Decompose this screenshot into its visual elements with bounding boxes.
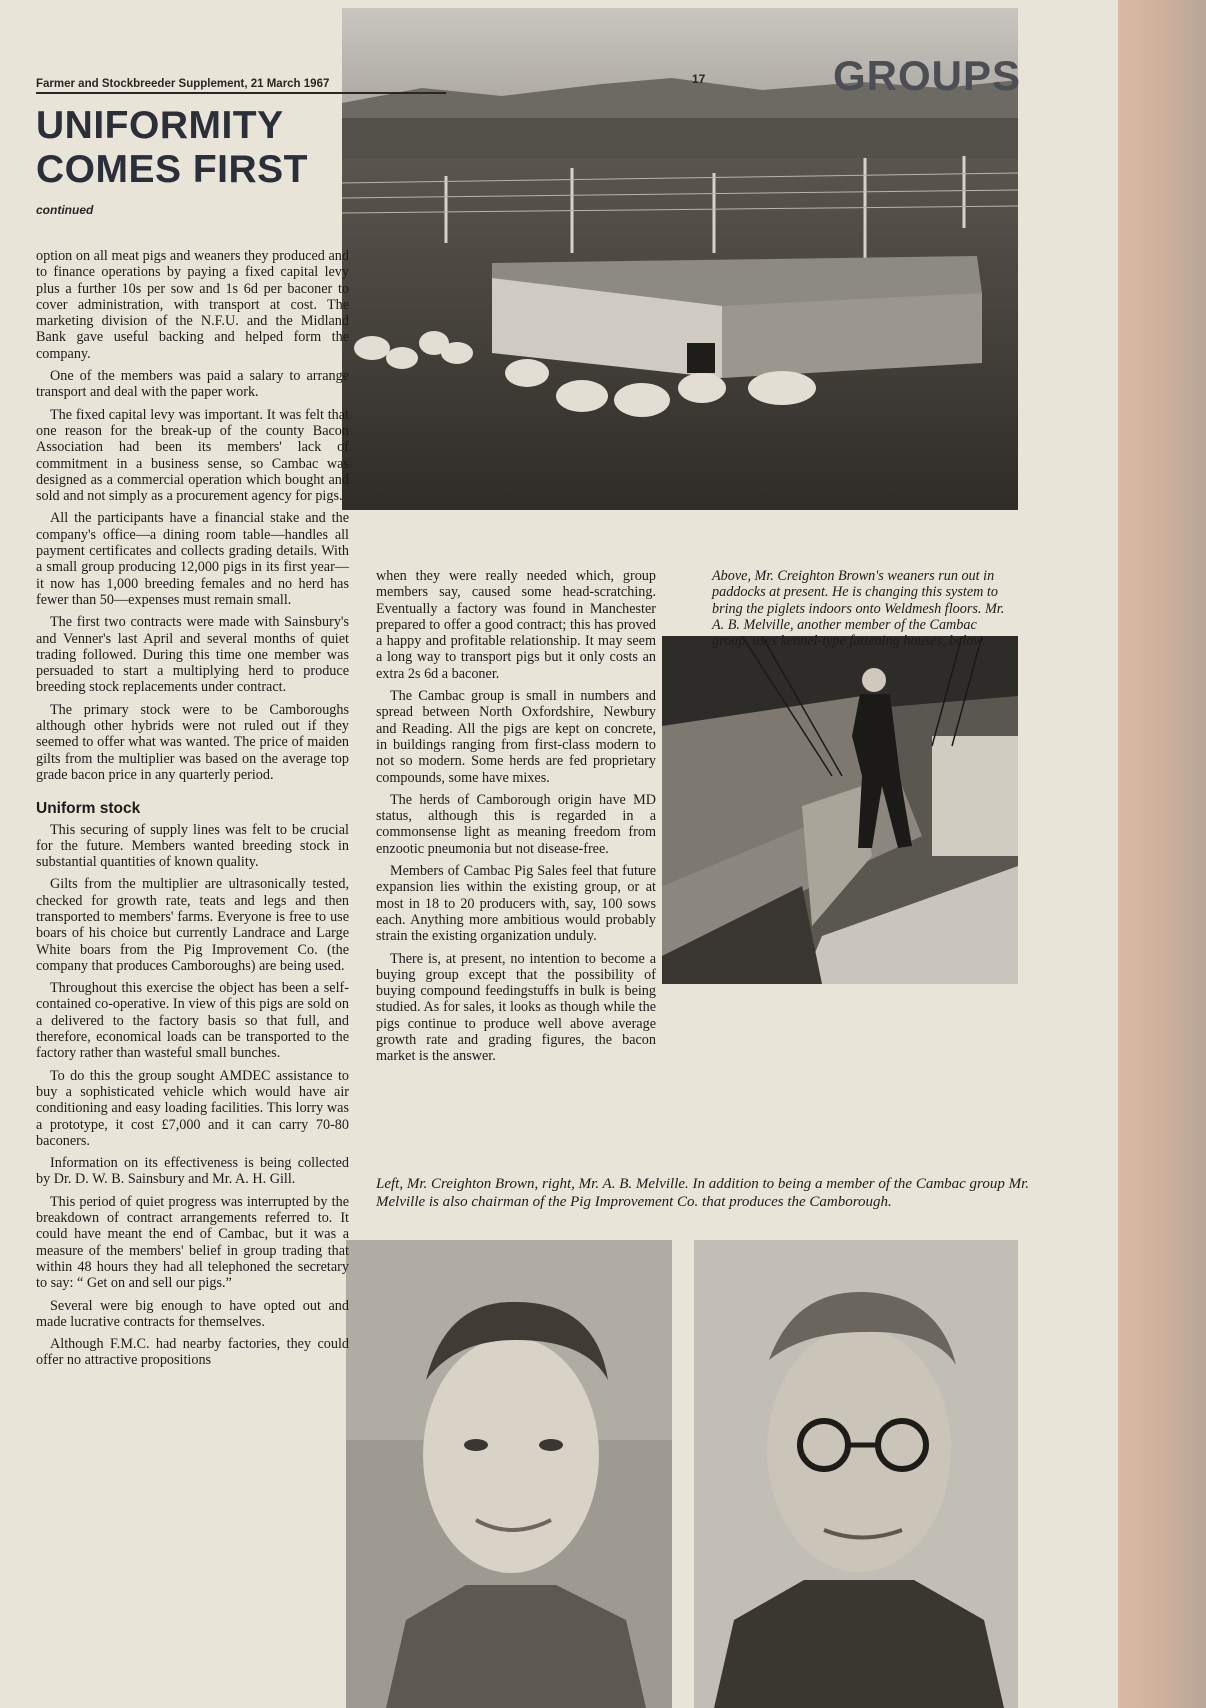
photo-caption-bottom: Left, Mr. Creighton Brown, right, Mr. A. B. Melville. In addition to being a member of the Cambac group Mr. Melville is also chairman of the Pig Improvement Co. that produces the Camborough. <box>376 1176 1030 1210</box>
paragraph: The Cambac group is small in numbers and spread between North Oxfordshire, Newbury and Reading. All the pigs are kept on concrete, in buildings ranging from first-class modern to not so modern. Some herds are fed proprietary compounds, some have mixes. <box>376 688 656 786</box>
paragraph: Information on its effectiveness is being collected by Dr. D. W. B. Sainsbury and Mr. A. H. Gill. <box>36 1155 349 1188</box>
paragraph: The fixed capital levy was important. It was felt that one reason for the break-up of the county Bacon Association had been its members' lack of commitment in a business sense, so Cambac was designed as a commercial operation which bought and sold and not simply as a procurement agency for pigs. <box>36 406 349 505</box>
paragraph: Gilts from the multiplier are ultrasonically tested, checked for growth rate, teats and legs and then transported to members' farms. Everyone is free to use boars of his choice but currently Landrace and Large White boars from the Pig Improvement Co. (the company that produces Camboroughs) are being used. <box>36 876 349 974</box>
paragraph: To do this the group sought AMDEC assistance to buy a sophisticated vehicle which would have air conditioning and easy loading facilities. This lorry was a prototype, it cost £7,000 and it can carry 70-80 baconers. <box>36 1067 349 1149</box>
paragraph: One of the members was paid a salary to arrange transport and deal with the paper work. <box>36 368 349 401</box>
headline <box>36 104 356 192</box>
paragraph: There is, at present, no intention to become a buying group except that the possibility of buying compound feedingstuffs in bulk is being studied. As for sales, it looks as though while the pigs continue to produce well above average growth rate and grading figures, the bacon market is the answer. <box>376 950 656 1065</box>
paragraph: Several were big enough to have opted out and made lucrative contracts for themselves. <box>36 1297 349 1330</box>
paragraph: This period of quiet progress was interrupted by the breakdown of contract arrangements referred to. It could have meant the end of Cambac, but it was a measure of the members' belief in group trading that within 48 hours they had all telephoned the secretary to say: “ Get on and sell our pigs.” <box>36 1193 349 1292</box>
supplement-line: Farmer and Stockbreeder Supplement, 21 March 1967 <box>36 78 330 90</box>
paragraph: The herds of Camborough origin have MD status, although this is regarded in a commonsense light as meaning freedom from enzootic pneumonia but not disease-free. <box>376 791 656 857</box>
photo-portrait-creighton-brown <box>346 1240 672 1708</box>
paragraph: Members of Cambac Pig Sales feel that future expansion lies within the existing group, or at most in 18 to 20 producers with, say, 100 sows each. Anything more ambitious would probably strain the existing organization unduly. <box>376 863 656 945</box>
photo-portrait-melville <box>694 1240 1018 1708</box>
page-number: 17 <box>692 72 706 86</box>
paragraph: The first two contracts were made with Sainsbury's and Venner's last April and several months of quiet trading followed. During this time one member was persuaded to start a multiplying herd to produce breeding stock replacements under contract. <box>36 614 349 696</box>
paragraph: option on all meat pigs and weaners they produced and to finance operations by paying a fixed capital levy plus a further 10s per sow and 1s 6d per baconer to cover administration, with transport at cost. The marketing division of the N.F.U. and the Midland Bank gave useful backing and helped form the company. <box>36 248 349 362</box>
paragraph: when they were really needed which, group members say, caused some head-scratching. Eventually a factory was found in Manchester prepared to offer a good contract; this has proved a happy and profitable relationship. It may seem a long way to transport pigs but it only costs an extra 2s 6d a baconer. <box>376 568 656 682</box>
photo-fattening-house <box>662 636 1018 984</box>
article-column-2 <box>376 568 656 1071</box>
paragraph: Throughout this exercise the object has been a self-contained co-operative. In view of this pigs are sold on a delivered to the factory basis so that full, and therefore, economical loads can be transported to the factory rather than wasteful small bunches. <box>36 980 349 1062</box>
paragraph: The primary stock were to be Camboroughs although other hybrids were not ruled out if they seemed to offer what was wanted. The price of maiden gilts from the multiplier was based on the average top grade bacon price in any quarterly period. <box>36 701 349 783</box>
subheading: Uniform stock <box>36 800 141 818</box>
section-tag: GROUPS <box>833 52 1022 99</box>
continued-label: continued <box>36 203 94 217</box>
supplement-header <box>36 78 446 94</box>
article-column-1 <box>36 248 349 1375</box>
background-edge <box>1118 0 1206 1708</box>
paragraph: Although F.M.C. had nearby factories, they could offer no attractive propositions <box>36 1336 349 1369</box>
headline-line-1: UNIFORMITY <box>36 104 284 147</box>
photo-caption-top: Above, Mr. Creighton Brown's weaners run out in paddocks at present. He is changing this system to bring the piglets indoors onto Weldmesh floors. Mr. A. B. Melville, another member of the Cambac group, uses kennel-type fattening houses, below. <box>712 568 1005 650</box>
paragraph: This securing of supply lines was felt to be crucial for the future. Members wanted breeding stock in substantial quantities of known quality. <box>36 821 349 871</box>
paragraph: All the participants have a financial stake and the company's office—a dining room table—handles all payment certificates and collects grading details. With a small group producing 12,000 pigs in its first year—it now has 1,000 breeding females and no herd has fewer than 50—expenses must remain small. <box>36 510 349 608</box>
headline-line-2: COMES FIRST <box>36 148 309 191</box>
